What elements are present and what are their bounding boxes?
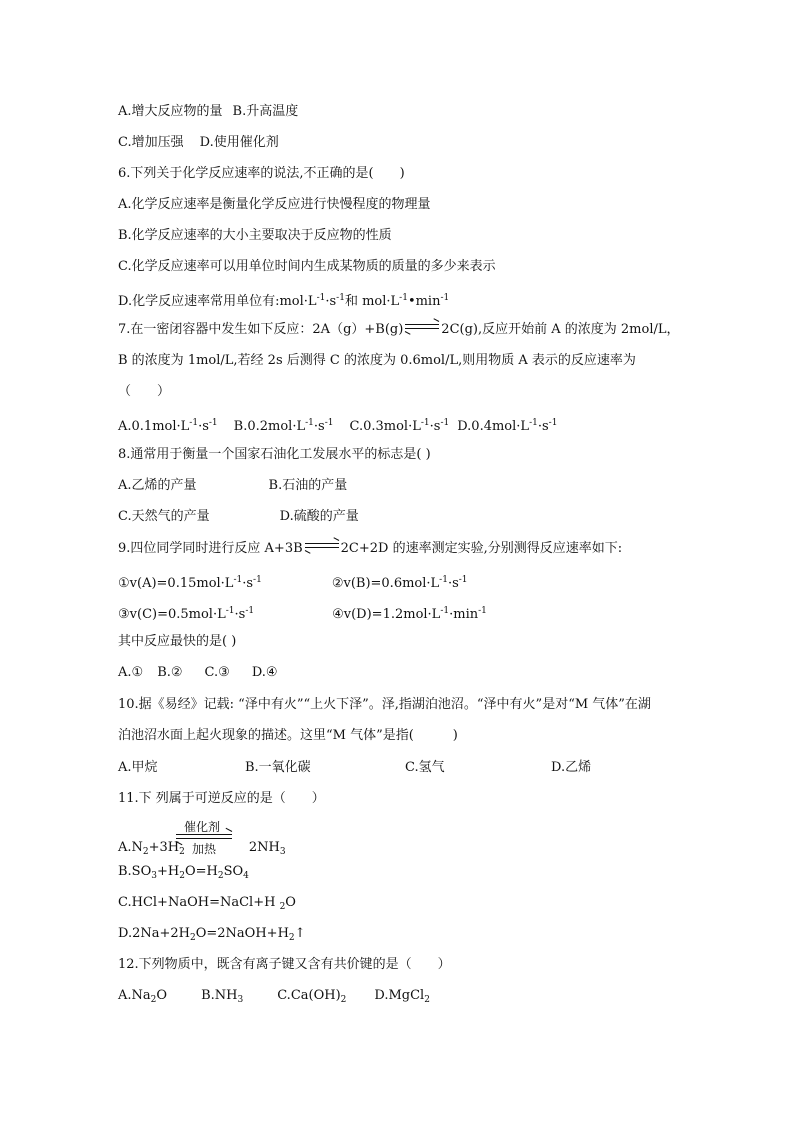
heat-label: 加热 <box>192 842 217 856</box>
q11-option-b: $B.SO_3+H_2O=H_2SO_4$ <box>118 864 249 881</box>
equilibrium-arrow-icon <box>305 542 339 550</box>
q6-stem: 6.下列关于化学反应速率的说法,不正确的是( ) <box>118 166 405 181</box>
q7-option-c: $C.0.3mol\cdot L^{-1}\cdot s^{-1}$ <box>349 418 450 434</box>
q5-option-c: C.增加压强 <box>118 135 184 150</box>
q9-rate-1: $①v(A)=0.15mol\cdot L^{-1}\cdot s^{-1}$ <box>118 575 262 591</box>
q9-ask: 其中反应最快的是( ) <box>118 634 237 649</box>
q9-rates-line2 <box>118 603 487 623</box>
q9-option-b: B.② <box>157 665 183 680</box>
q8-option-a: A.乙烯的产量 <box>118 478 197 493</box>
q9-option-d: D.④ <box>251 665 278 680</box>
q6-option-d: D.化学反应速率常用单位有$:mol\cdot L^{-1}\cdot s^{-1}$和 $mol\cdot L^{-1}•\min^{-1}$ <box>118 293 450 309</box>
q5-options-line1 <box>118 104 298 120</box>
q12-options <box>118 988 430 1008</box>
q5-option-b: B.升高温度 <box>232 104 299 119</box>
q8-stem: 8.通常用于衡量一个国家石油化工发展水平的标志是( ) <box>118 447 431 462</box>
q9-option-a: A.① <box>118 665 144 680</box>
q7-option-d: $D.0.4mol\cdot L^{-1}\cdot s^{-1}$ <box>457 418 558 434</box>
q5-options-line2 <box>118 135 279 151</box>
q8-options-line2 <box>118 509 359 525</box>
q12-stem: 12.下列物质中，既含有离子键又含有共价键的是（ ） <box>118 957 451 972</box>
q10-option-d: D.乙烯 <box>551 760 592 775</box>
q9-options <box>118 665 278 681</box>
q5-option-d: D.使用催化剂 <box>199 135 279 150</box>
q9-stem: 9.四位同学同时进行反应 A+3B 2C+2D 的速率测定实验,分别测得反应速率如下: <box>118 541 622 557</box>
q9-option-c: C.③ <box>204 665 230 680</box>
q6-option-b: B.化学反应速率的大小主要取决于反应物的性质 <box>118 228 392 243</box>
q5-option-a: A.增大反应物的量 <box>118 104 223 119</box>
q7-stem-line2: B 的浓度为 1mol/L,若经 2s 后测得 C 的浓度为 0.6mol/L,则用物质 A 表示的反应速率为 <box>118 353 636 368</box>
q6-option-a: A.化学反应速率是衡量化学反应进行快慢程度的物理量 <box>118 197 431 212</box>
q12-option-a: $A.Na_2O$ <box>118 988 168 1005</box>
q11-stem: 11.下 列属于可逆反应的是（ ） <box>118 791 325 806</box>
q10-option-b: B.一氧化碳 <box>245 760 311 775</box>
q11-option-d: $D.2Na+2H_2O=2NaOH+H_2↑$ <box>118 926 306 943</box>
q12-option-b: $B.NH_3$ <box>201 988 244 1005</box>
q12-option-d: D.MgCl$_2$ <box>374 988 430 1005</box>
q12-option-c: $C.Ca(OH)_2$ <box>277 988 347 1005</box>
q9-rate-2: $②v(B)=0.6mol\cdot L^{-1}\cdot s^{-1}$ <box>331 575 468 591</box>
catalyst-label: 催化剂 <box>184 820 221 834</box>
q10-option-a: A.甲烷 <box>118 760 158 775</box>
q8-option-b: B.石油的产量 <box>268 478 348 493</box>
q8-option-c: C.天然气的产量 <box>118 509 210 524</box>
q8-options-line1 <box>118 478 347 494</box>
q9-rate-3: $③v(C)=0.5mol\cdot L^{-1}\cdot s^{-1}$ <box>118 606 255 622</box>
equilibrium-arrow-icon <box>405 323 439 331</box>
q8-option-d: D.硫酸的产量 <box>279 509 359 524</box>
q9-rate-4: $④v(D)=1.2mol\cdot L^{-1}\cdot\min^{-1}$ <box>332 606 487 622</box>
q9-rates-line1 <box>118 572 468 592</box>
q7-options <box>118 415 557 435</box>
q10-option-c: C.氢气 <box>405 760 445 775</box>
q11-option-a: $A.N_2+3H_2$ $2NH_3$ <box>118 840 286 857</box>
q10-stem-line2: 泊池沼水面上起火现象的描述。这里“M 气体”是指( ) <box>118 728 458 743</box>
q7-stem-line3: （ ） <box>118 384 171 399</box>
q11-option-c: C.HCl+NaOH=NaCl+H $_2$O <box>118 895 296 912</box>
q10-options <box>118 760 591 776</box>
q6-option-c: C.化学反应速率可以用单位时间内生成某物质的质量的多少来表示 <box>118 259 496 274</box>
q10-stem-line1: 10.据《易经》记载: “泽中有火”“上火下泽”。泽,指湖泊池沼。“泽中有火”是对“M 气体”在湖 <box>118 697 651 712</box>
q7-option-a: $A.0.1mol\cdot L^{-1}\cdot s^{-1}$ <box>118 418 218 434</box>
q7-stem-line1: 7.在一密闭容器中发生如下反应：2A（g）+B(g) 2C(g),反应开始前 A 的浓度为 2mol/L， <box>118 322 680 338</box>
q7-option-b: $B.0.2mol\cdot L^{-1}\cdot s^{-1}$ <box>233 418 334 434</box>
